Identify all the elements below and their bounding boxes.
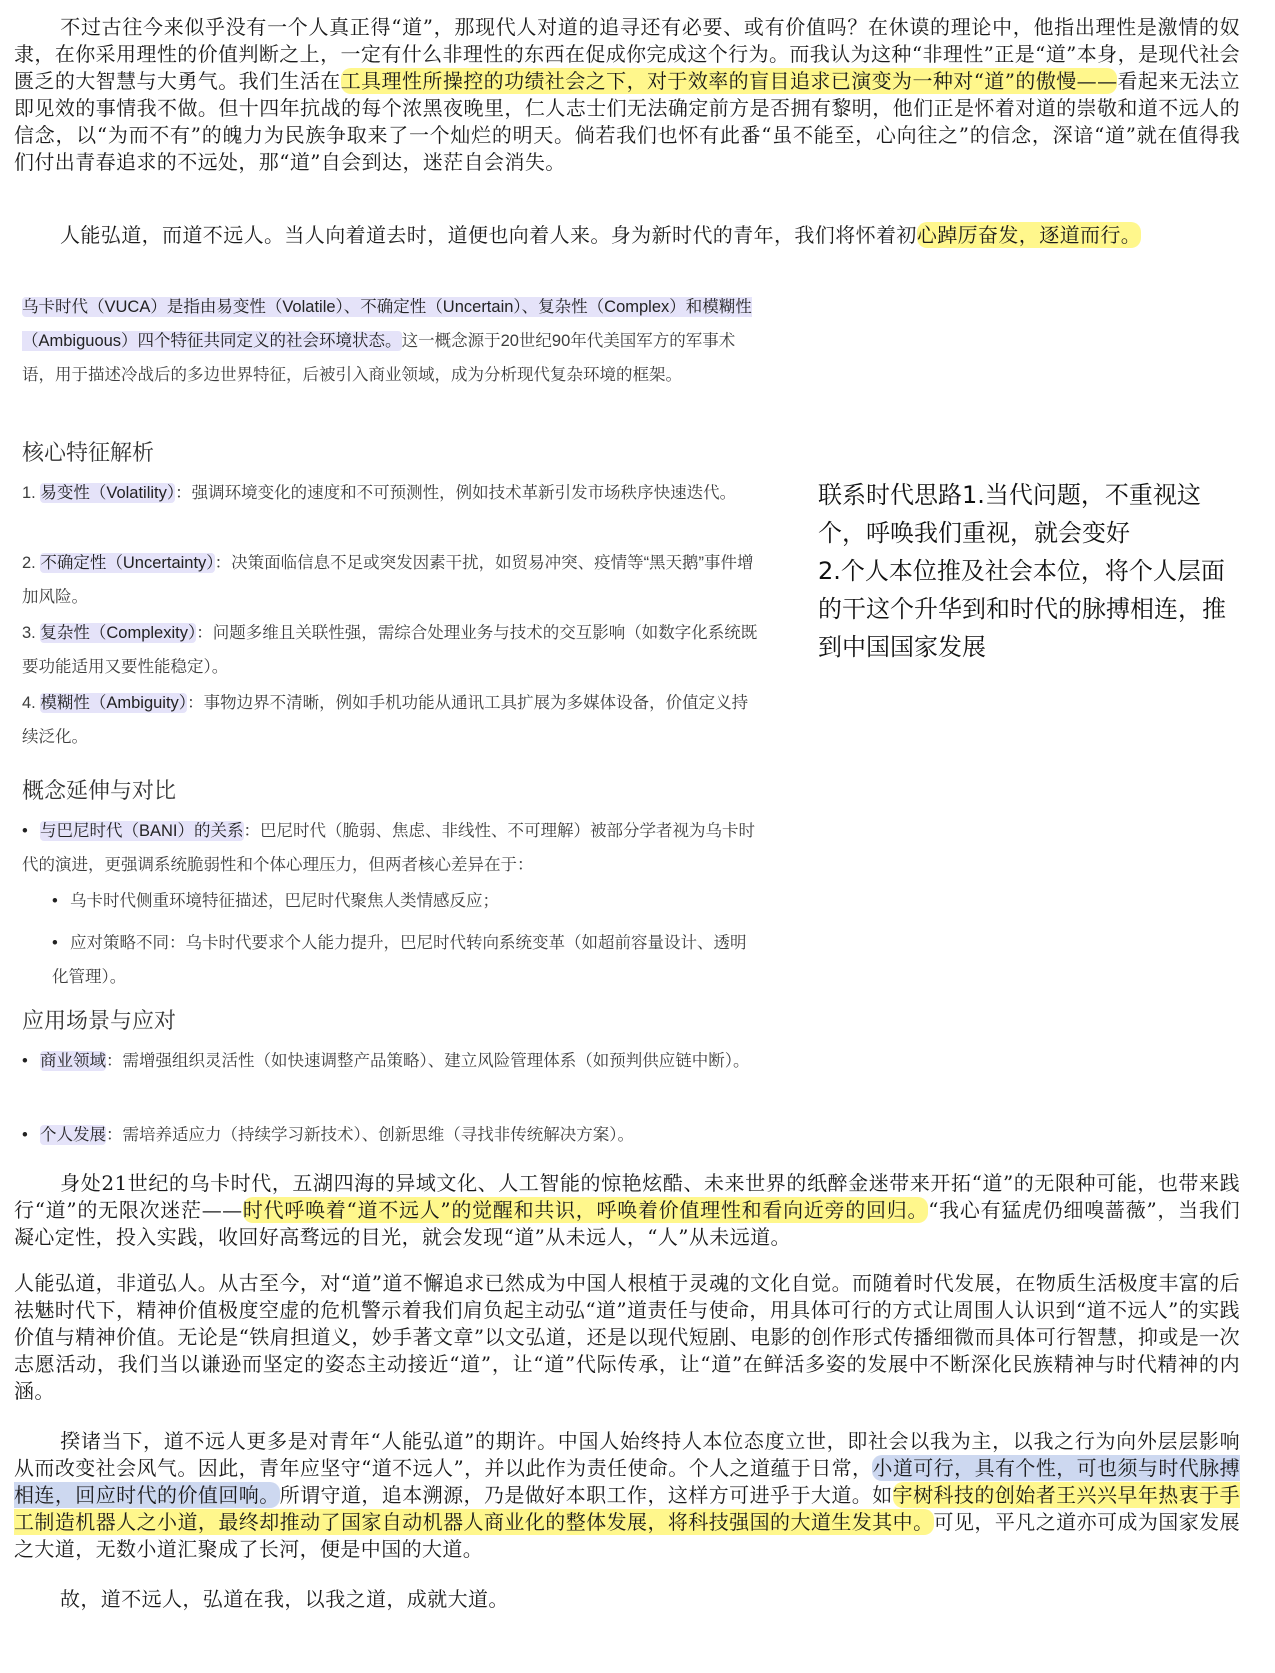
feature-desc: ：事物边界不清晰，例如手机功能从通讯工具扩展为多媒体设备，价值定义持续泛化。: [22, 694, 749, 746]
essay-paragraph-6: [14, 1586, 1240, 1613]
application-item-personal: [22, 1118, 762, 1152]
bani-term: 与巴尼时代（BANI）的关系: [40, 822, 244, 840]
bullet-icon: •: [52, 892, 58, 910]
highlighted-text: 宇树科技的创始者王兴兴早年热衷于手工制造机器人之小道，最终却推动了国家自动机器人商业化的整体发展，将科技强国的大道生发其中。: [14, 1483, 1240, 1534]
bani-subitem-2: [52, 926, 762, 994]
item-number: 4.: [22, 694, 36, 712]
highlighted-term: 乌卡时代（VUCA）是指由易变性（Volatile）、不确定性（Uncertain）、复杂性（Complex）和模糊性（Ambiguous）四个特征共同定义的社会环境状态。: [22, 298, 752, 350]
essay-paragraph-1: [14, 14, 1240, 176]
bani-desc: ：巴尼时代（脆弱、焦虑、非线性、不可理解）被部分学者视为乌卡时代的演进，更强调系统脆弱性和个体心理压力，但两者核心差异在于：: [22, 822, 756, 874]
feature-desc: ：强调环境变化的速度和不可预测性，例如技术革新引发市场秩序快速迭代。: [175, 484, 737, 502]
highlighted-text-blue: 小道可行，具有个性，可也须与时代脉搏相连，回应时代的价值回响。: [14, 1456, 1240, 1507]
essay-text: 不过古往今来似乎没有一个人真正得“道”，那现代人对道的追寻还有必要、或有价值吗？在休谟的理论中，他指出理性是激情的奴隶，在你采用理性的价值判断之上，一定有什么非理性的东西在促成你完成这个行为。而我认为这种“非理性”正是“道”本身，是现代社会匮乏的大智慧与大勇气。我们生活在: [14, 15, 1240, 93]
feature-item-2: [22, 546, 762, 614]
personal-desc: ：需培养适应力（持续学习新技术）、创新思维（寻找非传统解决方案）。: [106, 1126, 634, 1144]
item-number: 2.: [22, 554, 36, 572]
highlighted-text: 时代呼唤着“道不远人”的觉醒和共识，呼唤着价值理性和看向近旁的回归。: [242, 1198, 929, 1222]
bani-subitem-text: 乌卡时代侧重环境特征描述，巴尼时代聚焦人类情感反应；: [70, 892, 499, 910]
bullet-icon: •: [22, 1052, 28, 1070]
essay-text: 所谓守道，追本溯源，乃是做好本职工作，这样方可进乎于大道。如: [279, 1483, 893, 1507]
feature-term: 模糊性（Ambiguity）: [40, 694, 188, 712]
feature-term: 易变性（Volatility）: [40, 484, 176, 502]
bullet-icon: •: [22, 822, 28, 840]
highlighted-text: 工具理性所操控的功绩社会之下，对于效率的盲目追求已演变为一种对“道”的傲慢——: [340, 69, 1118, 93]
note-line-2: 2.个人本位推及社会本位，将个人层面的干这个升华到和时代的脉搏相连，推到中国国家发展: [818, 557, 1226, 661]
essay-text: 揆诸当下，道不远人更多是对青年“人能弘道”的期许。中国人始终持人本位态度立世，即社会以我为主，以我之行为向外层层影响从而改变社会风气。因此，青年应坚守“道不远人”，并以此作为责任使命。个人之道蕴于日常，: [14, 1429, 1240, 1480]
feature-item-3: [22, 616, 762, 684]
item-number: 3.: [22, 624, 36, 642]
essay-paragraph-5: [14, 1428, 1240, 1563]
bullet-icon: •: [52, 934, 58, 952]
section-heading-extension: 概念延伸与对比: [22, 778, 177, 803]
side-note: [818, 476, 1248, 666]
essay-text: “我心有猛虎仍细嗅蔷薇”，当我们凝心定性，投入实践，收回好高骛远的目光，就会发现“道”从未远人，“人”从未远道。: [14, 1198, 1240, 1249]
essay-paragraph-2: [14, 222, 1240, 249]
reference-text: 这一概念源于20世纪90年代美国军方的军事术语，用于描述冷战后的多边世界特征，后被引入商业领域，成为分析现代复杂环境的框架。: [22, 332, 736, 384]
feature-item-1: [22, 476, 762, 510]
reference-intro: [22, 290, 762, 392]
personal-term: 个人发展: [40, 1126, 106, 1144]
essay-text: 看起来无法立即见效的事情我不做。但十四年抗战的每个浓黑夜晚里，仁人志士们无法确定前方是否拥有黎明，他们正是怀着对道的崇敬和道不远人的信念，以“为而不有”的魄力为民族争取来了一个灿烂的明天。倘若我们也怀有此番“虽不能至，心向往之”的信念，深谙“道”就在值得我们付出青春追求的不远处，那“道”自会到达，迷茫自会消失。: [14, 69, 1240, 174]
essay-text: 身处21世纪的乌卡时代，五湖四海的异域文化、人工智能的惊艳炫酷、未来世界的纸醉金迷带来开拓“道”的无限种可能，也带来践行“道”的无限次迷茫——: [14, 1171, 1240, 1222]
essay-paragraph-3: [14, 1170, 1240, 1251]
bullet-icon: •: [22, 1126, 28, 1144]
essay-text: 可见，平凡之道亦可成为国家发展之大道，无数小道汇聚成了长河，便是中国的大道。: [14, 1510, 1241, 1561]
feature-desc: ：决策面临信息不足或突发因素干扰，如贸易冲突、疫情等“黑天鹅”事件增加风险。: [22, 554, 754, 606]
feature-item-4: [22, 686, 762, 754]
bani-subitem-1: [52, 884, 762, 918]
application-item-business: [22, 1044, 762, 1078]
business-term: 商业领域: [40, 1052, 106, 1070]
essay-text: 人能弘道，非道弘人。从古至今，对“道”道不懈追求已然成为中国人根植于灵魂的文化自觉。而随着时代发展，在物质生活极度丰富的后祛魅时代下，精神价值极度空虚的危机警示着我们肩负起主动弘“道”道责任与使命，用具体可行的方式让周围人认识到“道不远人”的实践价值与精神价值。无论是“铁肩担道义，妙手著文章”以文弘道，还是以现代短剧、电影的创作形式传播细微而具体可行智慧，抑或是一次志愿活动，我们当以谦逊而坚定的姿态主动接近“道”，让“道”代际传承，让“道”在鲜活多姿的发展中不断深化民族精神与时代精神的内涵。: [14, 1271, 1240, 1403]
essay-text: 人能弘道，而道不远人。当人向着道去时，道便也向着人来。身为新时代的青年，我们将怀着初: [60, 223, 917, 247]
highlighted-text: 心踔厉奋发，逐道而行。: [916, 223, 1142, 247]
essay-paragraph-4: [14, 1270, 1240, 1405]
feature-term: 复杂性（Complexity）: [40, 624, 197, 642]
feature-desc: ：问题多维且关联性强，需综合处理业务与技术的交互影响（如数字化系统既要功能适用又要性能稳定）。: [22, 624, 758, 676]
essay-text: 故，道不远人，弘道在我，以我之道，成就大道。: [60, 1587, 509, 1611]
item-number: 1.: [22, 484, 36, 502]
note-line-1: 联系时代思路1.当代问题，不重视这个，呼唤我们重视，就会变好: [818, 481, 1201, 547]
business-desc: ：需增强组织灵活性（如快速调整产品策略）、建立风险管理体系（如预判供应链中断）。: [106, 1052, 750, 1070]
feature-term: 不确定性（Uncertainty）: [40, 554, 215, 572]
bani-item: [22, 814, 762, 882]
bani-subitem-text: 应对策略不同：乌卡时代要求个人能力提升，巴尼时代转向系统变革（如超前容量设计、透明化管理）。: [52, 934, 747, 986]
section-heading-application: 应用场景与应对: [22, 1008, 177, 1033]
section-heading-core: 核心特征解析: [22, 440, 155, 465]
